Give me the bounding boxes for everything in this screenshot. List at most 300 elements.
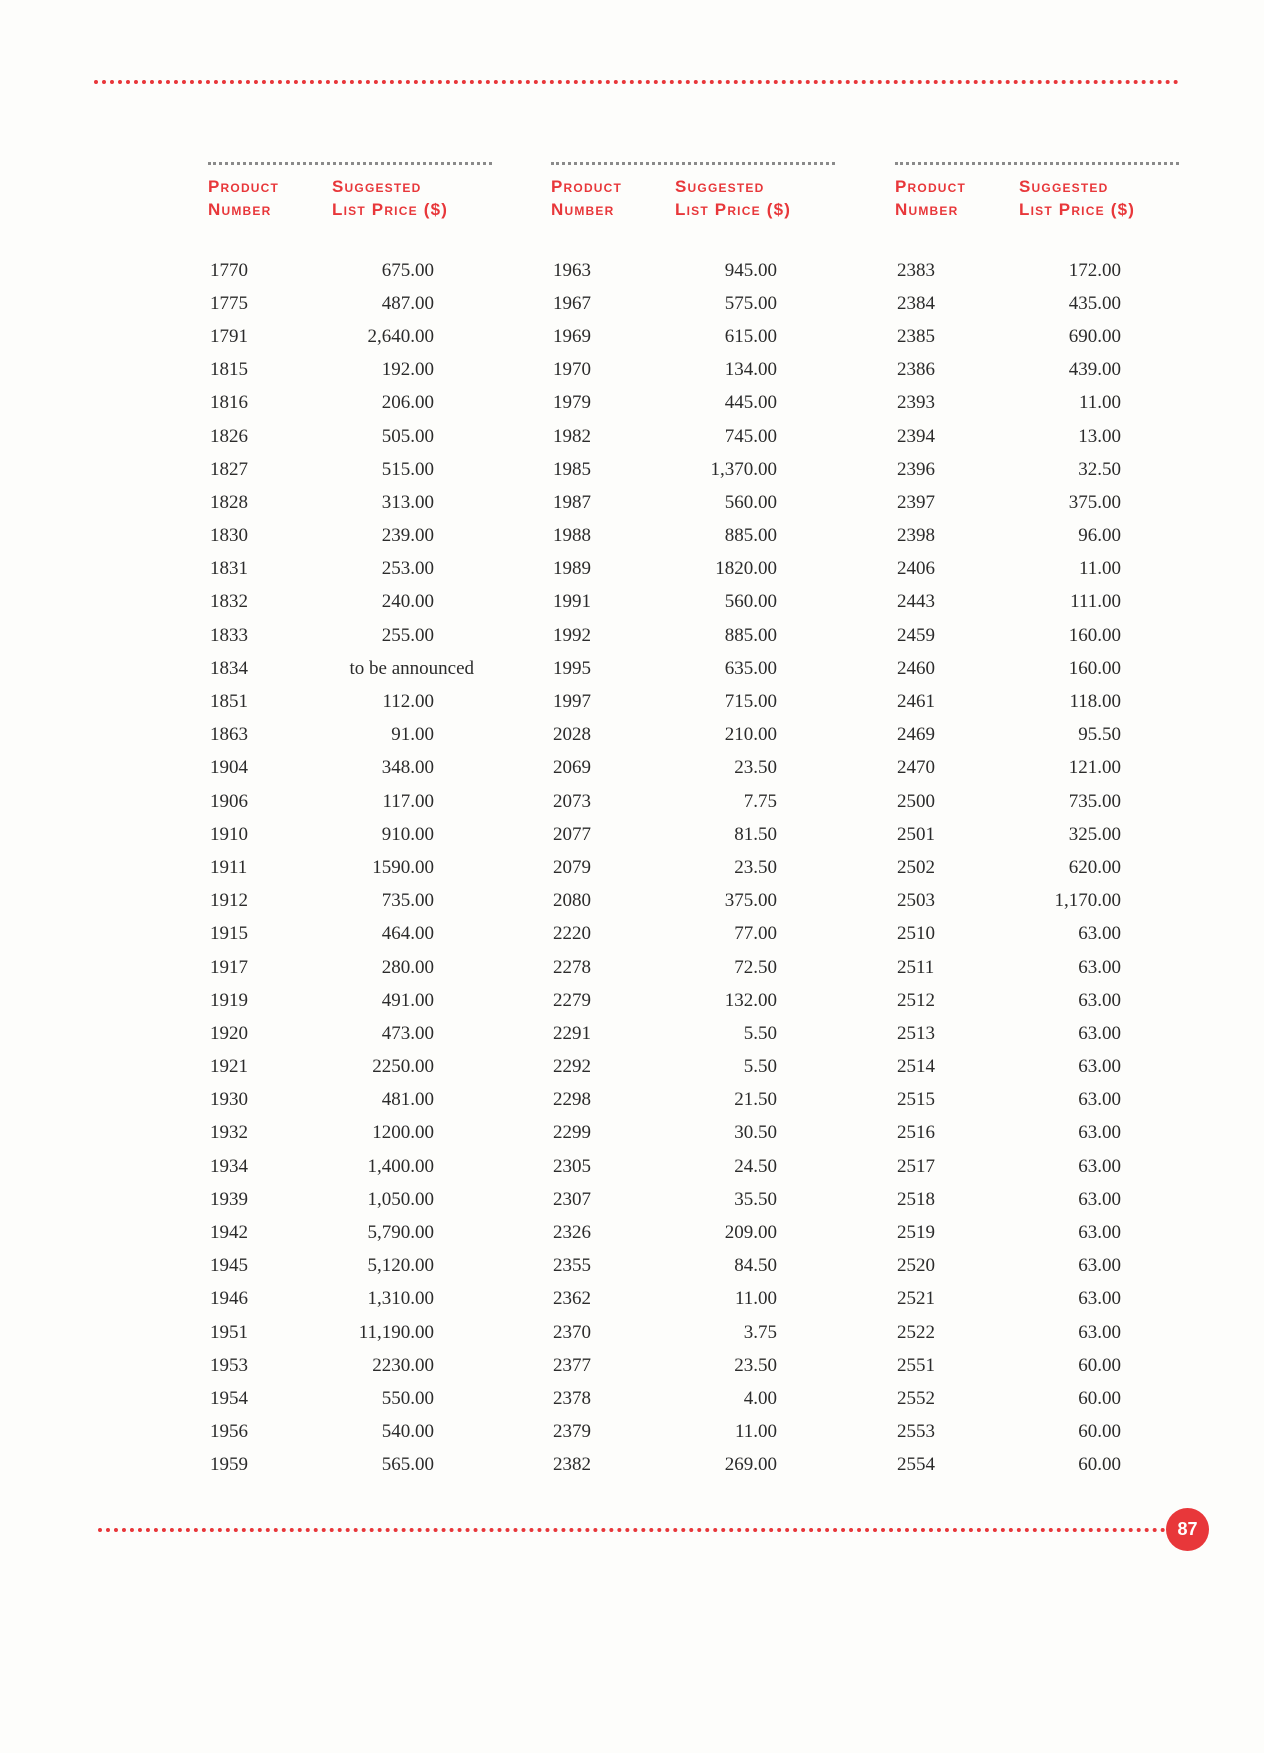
table-row [208, 1382, 498, 1415]
table-row [551, 1382, 841, 1415]
product-number-cell: 2511 [897, 956, 935, 978]
list-price-cell: 91.00 [391, 724, 434, 746]
list-price-cell: 239.00 [381, 525, 434, 547]
list-price-cell: 253.00 [381, 558, 434, 580]
table-row [208, 785, 498, 818]
product-number-cell: 2278 [553, 956, 591, 978]
table-row [551, 387, 841, 420]
table-row [208, 1017, 498, 1050]
table-row [208, 287, 498, 320]
product-number-cell: 1919 [210, 989, 248, 1011]
table-row [208, 1051, 498, 1084]
product-number-cell: 2516 [897, 1122, 935, 1144]
header-list-price: Suggested List Price ($) [675, 177, 792, 219]
product-number-cell: 2469 [897, 724, 935, 746]
product-number-cell: 2554 [897, 1454, 935, 1476]
list-price-cell: 63.00 [1078, 1089, 1121, 1111]
product-number-cell: 1826 [210, 425, 248, 447]
price-column-3 [895, 162, 1185, 1482]
list-price-cell: 5.50 [743, 1022, 777, 1044]
table-row [208, 1449, 498, 1482]
price-rows [895, 254, 1185, 1482]
list-price-cell: 121.00 [1068, 757, 1121, 779]
table-row [895, 254, 1185, 287]
list-price-cell: 63.00 [1078, 1255, 1121, 1277]
product-number-cell: 1827 [210, 458, 248, 480]
table-row [208, 719, 498, 752]
table-row [208, 453, 498, 486]
bottom-dotted-rule [98, 1528, 1166, 1532]
product-number-cell: 1915 [210, 923, 248, 945]
product-number-cell: 2522 [897, 1321, 935, 1343]
product-number-cell: 1920 [210, 1022, 248, 1044]
table-row [208, 1283, 498, 1316]
list-price-cell: 635.00 [724, 657, 777, 679]
list-price-cell: 13.00 [1078, 425, 1121, 447]
table-row [551, 1150, 841, 1183]
table-row [208, 254, 498, 287]
list-price-cell: 81.50 [734, 823, 777, 845]
table-row [551, 1250, 841, 1283]
list-price-cell: 675.00 [381, 259, 434, 281]
list-price-cell: 60.00 [1078, 1421, 1121, 1443]
table-row [895, 387, 1185, 420]
list-price-cell: 487.00 [381, 292, 434, 314]
product-number-cell: 2502 [897, 856, 935, 878]
product-number-cell: 2291 [553, 1022, 591, 1044]
list-price-cell: 63.00 [1078, 923, 1121, 945]
table-row [208, 1216, 498, 1249]
list-price-cell: 1,370.00 [710, 458, 777, 480]
product-number-cell: 1963 [553, 259, 591, 281]
product-number-cell: 1979 [553, 392, 591, 414]
list-price-cell: 132.00 [724, 989, 777, 1011]
table-row [551, 785, 841, 818]
table-row [551, 685, 841, 718]
product-number-cell: 2326 [553, 1222, 591, 1244]
table-row [895, 652, 1185, 685]
list-price-cell: 206.00 [381, 392, 434, 414]
table-row [895, 287, 1185, 320]
list-price-cell: 210.00 [724, 724, 777, 746]
product-number-cell: 2394 [897, 425, 935, 447]
list-price-cell: 565.00 [381, 1454, 434, 1476]
list-price-cell: 77.00 [734, 923, 777, 945]
table-row [895, 1283, 1185, 1316]
product-number-cell: 1951 [210, 1321, 248, 1343]
top-dotted-rule [94, 80, 1179, 84]
list-price-cell: 325.00 [1068, 823, 1121, 845]
column-header [208, 175, 498, 231]
product-number-cell: 2553 [897, 1421, 935, 1443]
table-row [208, 320, 498, 353]
list-price-cell: 560.00 [724, 591, 777, 613]
column-divider [551, 162, 835, 165]
list-price-cell: 3.75 [743, 1321, 777, 1343]
table-row [551, 984, 841, 1017]
product-number-cell: 1985 [553, 458, 591, 480]
list-price-cell: 118.00 [1069, 691, 1121, 713]
table-row [551, 1084, 841, 1117]
table-row [895, 951, 1185, 984]
product-number-cell: 2355 [553, 1255, 591, 1277]
table-row [208, 951, 498, 984]
table-row [208, 520, 498, 553]
product-number-cell: 1969 [553, 325, 591, 347]
product-number-cell: 2500 [897, 790, 935, 812]
table-row [551, 453, 841, 486]
list-price-cell: 2250.00 [372, 1056, 434, 1078]
product-number-cell: 2406 [897, 558, 935, 580]
product-number-cell: 2519 [897, 1222, 935, 1244]
table-row [551, 885, 841, 918]
product-number-cell: 2383 [897, 259, 935, 281]
list-price-cell: 111.00 [1070, 591, 1121, 613]
list-price-cell: 5.50 [743, 1056, 777, 1078]
table-row [551, 287, 841, 320]
price-column-1 [208, 162, 498, 1482]
table-row [895, 1017, 1185, 1050]
product-number-cell: 2396 [897, 458, 935, 480]
list-price-cell: 615.00 [724, 325, 777, 347]
header-list-price: Suggested List Price ($) [1019, 177, 1136, 219]
table-row [551, 254, 841, 287]
list-price-cell: 885.00 [724, 525, 777, 547]
list-price-cell: 172.00 [1068, 259, 1121, 281]
product-number-cell: 2377 [553, 1354, 591, 1376]
table-row [551, 1183, 841, 1216]
list-price-cell: 63.00 [1078, 1222, 1121, 1244]
list-price-cell: 21.50 [734, 1089, 777, 1111]
product-number-cell: 1989 [553, 558, 591, 580]
table-row [895, 818, 1185, 851]
list-price-cell: 63.00 [1078, 1321, 1121, 1343]
table-row [551, 553, 841, 586]
product-number-cell: 1954 [210, 1387, 248, 1409]
table-row [895, 1416, 1185, 1449]
list-price-cell: 885.00 [724, 624, 777, 646]
product-number-cell: 2552 [897, 1387, 935, 1409]
list-price-cell: 945.00 [724, 259, 777, 281]
list-price-cell: 1,170.00 [1054, 890, 1121, 912]
table-row [208, 1416, 498, 1449]
list-price-cell: 445.00 [724, 392, 777, 414]
table-row [208, 553, 498, 586]
product-number-cell: 1775 [210, 292, 248, 314]
table-row [551, 354, 841, 387]
list-price-cell: 491.00 [381, 989, 434, 1011]
list-price-cell: 1590.00 [372, 856, 434, 878]
table-row [895, 752, 1185, 785]
product-number-cell: 1932 [210, 1122, 248, 1144]
table-row [551, 320, 841, 353]
table-row [895, 619, 1185, 652]
table-row [895, 685, 1185, 718]
list-price-cell: 63.00 [1078, 1155, 1121, 1177]
list-price-cell: 1,050.00 [367, 1188, 434, 1210]
table-row [895, 1382, 1185, 1415]
list-price-cell: 24.50 [734, 1155, 777, 1177]
table-row [208, 1150, 498, 1183]
list-price-cell: 375.00 [724, 890, 777, 912]
product-number-cell: 2510 [897, 923, 935, 945]
table-row [551, 420, 841, 453]
product-number-cell: 1917 [210, 956, 248, 978]
table-row [208, 851, 498, 884]
table-row [895, 918, 1185, 951]
product-number-cell: 2514 [897, 1056, 935, 1078]
product-number-cell: 1997 [553, 691, 591, 713]
price-rows [551, 254, 841, 1482]
table-row [208, 984, 498, 1017]
table-row [551, 1283, 841, 1316]
product-number-cell: 2279 [553, 989, 591, 1011]
table-row [551, 951, 841, 984]
table-row [895, 586, 1185, 619]
product-number-cell: 2384 [897, 292, 935, 314]
table-row [208, 586, 498, 619]
table-row [895, 354, 1185, 387]
product-number-cell: 1995 [553, 657, 591, 679]
list-price-cell: 63.00 [1078, 1022, 1121, 1044]
table-row [895, 486, 1185, 519]
list-price-cell: 1200.00 [372, 1122, 434, 1144]
table-row [551, 619, 841, 652]
product-number-cell: 2459 [897, 624, 935, 646]
price-rows [208, 254, 498, 1482]
product-number-cell: 1910 [210, 823, 248, 845]
list-price-cell: 60.00 [1078, 1387, 1121, 1409]
product-number-cell: 1831 [210, 558, 248, 580]
product-number-cell: 1832 [210, 591, 248, 613]
product-number-cell: 2515 [897, 1089, 935, 1111]
list-price-cell: 435.00 [1068, 292, 1121, 314]
table-row [551, 520, 841, 553]
list-price-cell: 23.50 [734, 856, 777, 878]
table-row [208, 486, 498, 519]
product-number-cell: 2307 [553, 1188, 591, 1210]
list-price-cell: 2230.00 [372, 1354, 434, 1376]
table-row [208, 685, 498, 718]
list-price-cell: 690.00 [1068, 325, 1121, 347]
product-number-cell: 2513 [897, 1022, 935, 1044]
table-row [208, 1316, 498, 1349]
table-row [895, 320, 1185, 353]
list-price-cell: 910.00 [381, 823, 434, 845]
list-price-cell: 5,120.00 [367, 1255, 434, 1277]
product-number-cell: 1815 [210, 359, 248, 381]
list-price-cell: 4.00 [743, 1387, 777, 1409]
table-row [208, 818, 498, 851]
product-number-cell: 1851 [210, 691, 248, 713]
product-number-cell: 2299 [553, 1122, 591, 1144]
table-row [895, 1183, 1185, 1216]
table-row [895, 1150, 1185, 1183]
product-number-cell: 1970 [553, 359, 591, 381]
table-row [895, 1051, 1185, 1084]
table-row [895, 1117, 1185, 1150]
product-number-cell: 2069 [553, 757, 591, 779]
product-number-cell: 1904 [210, 757, 248, 779]
product-number-cell: 2305 [553, 1155, 591, 1177]
product-number-cell: 1911 [210, 856, 248, 878]
header-product-number: Product Number [551, 177, 623, 219]
table-row [208, 652, 498, 685]
list-price-cell: 192.00 [381, 359, 434, 381]
product-number-cell: 2362 [553, 1288, 591, 1310]
table-row [895, 851, 1185, 884]
list-price-cell: 715.00 [724, 691, 777, 713]
list-price-cell: 117.00 [382, 790, 434, 812]
product-number-cell: 1982 [553, 425, 591, 447]
product-number-cell: 2397 [897, 491, 935, 513]
list-price-cell: 735.00 [381, 890, 434, 912]
list-price-cell: to be announced [349, 657, 474, 679]
table-row [551, 1349, 841, 1382]
list-price-cell: 240.00 [381, 591, 434, 613]
table-row [551, 486, 841, 519]
table-row [208, 354, 498, 387]
table-row [551, 1416, 841, 1449]
product-number-cell: 1816 [210, 392, 248, 414]
table-row [895, 719, 1185, 752]
list-price-cell: 96.00 [1078, 525, 1121, 547]
list-price-cell: 160.00 [1068, 624, 1121, 646]
product-number-cell: 1946 [210, 1288, 248, 1310]
product-number-cell: 1770 [210, 259, 248, 281]
product-number-cell: 2073 [553, 790, 591, 812]
table-row [551, 1216, 841, 1249]
list-price-cell: 95.50 [1078, 724, 1121, 746]
list-price-cell: 60.00 [1078, 1454, 1121, 1476]
list-price-cell: 7.75 [743, 790, 777, 812]
product-number-cell: 1930 [210, 1089, 248, 1111]
product-number-cell: 2501 [897, 823, 935, 845]
product-number-cell: 2028 [553, 724, 591, 746]
list-price-cell: 540.00 [381, 1421, 434, 1443]
product-number-cell: 2393 [897, 392, 935, 414]
product-number-cell: 2079 [553, 856, 591, 878]
table-row [208, 387, 498, 420]
product-number-cell: 2370 [553, 1321, 591, 1343]
list-price-cell: 112.00 [382, 691, 434, 713]
table-row [895, 984, 1185, 1017]
list-price-cell: 269.00 [724, 1454, 777, 1476]
table-row [551, 1117, 841, 1150]
list-price-cell: 60.00 [1078, 1354, 1121, 1376]
product-number-cell: 1942 [210, 1222, 248, 1244]
list-price-cell: 560.00 [724, 491, 777, 513]
table-row [208, 918, 498, 951]
list-price-cell: 84.50 [734, 1255, 777, 1277]
table-row [895, 1449, 1185, 1482]
product-number-cell: 1953 [210, 1354, 248, 1376]
list-price-cell: 1820.00 [715, 558, 777, 580]
header-product-number: Product Number [208, 177, 280, 219]
table-row [551, 652, 841, 685]
table-row [895, 553, 1185, 586]
list-price-cell: 515.00 [381, 458, 434, 480]
table-row [895, 785, 1185, 818]
list-price-cell: 72.50 [734, 956, 777, 978]
list-price-cell: 134.00 [724, 359, 777, 381]
list-price-cell: 63.00 [1078, 956, 1121, 978]
product-number-cell: 1906 [210, 790, 248, 812]
table-row [551, 1051, 841, 1084]
product-number-cell: 2518 [897, 1188, 935, 1210]
product-number-cell: 1987 [553, 491, 591, 513]
table-row [895, 520, 1185, 553]
table-row [208, 1349, 498, 1382]
product-number-cell: 2443 [897, 591, 935, 613]
product-number-cell: 2080 [553, 890, 591, 912]
product-number-cell: 1991 [553, 591, 591, 613]
list-price-cell: 1,310.00 [367, 1288, 434, 1310]
table-row [895, 1084, 1185, 1117]
product-number-cell: 2517 [897, 1155, 935, 1177]
list-price-cell: 575.00 [724, 292, 777, 314]
product-number-cell: 1828 [210, 491, 248, 513]
list-price-cell: 23.50 [734, 757, 777, 779]
table-row [551, 1316, 841, 1349]
list-price-cell: 280.00 [381, 956, 434, 978]
table-row [551, 918, 841, 951]
product-number-cell: 1992 [553, 624, 591, 646]
table-row [551, 586, 841, 619]
column-header [551, 175, 841, 231]
list-price-cell: 735.00 [1068, 790, 1121, 812]
list-price-cell: 23.50 [734, 1354, 777, 1376]
list-price-cell: 11,190.00 [358, 1321, 434, 1343]
column-divider [895, 162, 1179, 165]
product-number-cell: 2298 [553, 1089, 591, 1111]
list-price-cell: 313.00 [381, 491, 434, 513]
product-number-cell: 2503 [897, 890, 935, 912]
list-price-cell: 439.00 [1068, 359, 1121, 381]
column-divider [208, 162, 492, 165]
product-number-cell: 1988 [553, 525, 591, 547]
list-price-cell: 11.00 [734, 1288, 777, 1310]
table-row [551, 818, 841, 851]
table-row [895, 420, 1185, 453]
product-number-cell: 1863 [210, 724, 248, 746]
column-header [895, 175, 1185, 231]
product-number-cell: 1833 [210, 624, 248, 646]
product-number-cell: 1945 [210, 1255, 248, 1277]
table-row [895, 1316, 1185, 1349]
product-number-cell: 1934 [210, 1155, 248, 1177]
product-number-cell: 2521 [897, 1288, 935, 1310]
table-row [895, 1216, 1185, 1249]
table-row [551, 1017, 841, 1050]
list-price-cell: 63.00 [1078, 1288, 1121, 1310]
product-number-cell: 1791 [210, 325, 248, 347]
table-row [551, 719, 841, 752]
product-number-cell: 2460 [897, 657, 935, 679]
list-price-cell: 63.00 [1078, 989, 1121, 1011]
list-price-cell: 5,790.00 [367, 1222, 434, 1244]
table-row [208, 752, 498, 785]
product-number-cell: 1967 [553, 292, 591, 314]
header-list-price: Suggested List Price ($) [332, 177, 449, 219]
table-row [208, 885, 498, 918]
product-number-cell: 1834 [210, 657, 248, 679]
product-number-cell: 2379 [553, 1421, 591, 1443]
product-number-cell: 2398 [897, 525, 935, 547]
product-number-cell: 2386 [897, 359, 935, 381]
table-row [208, 1084, 498, 1117]
product-number-cell: 1830 [210, 525, 248, 547]
